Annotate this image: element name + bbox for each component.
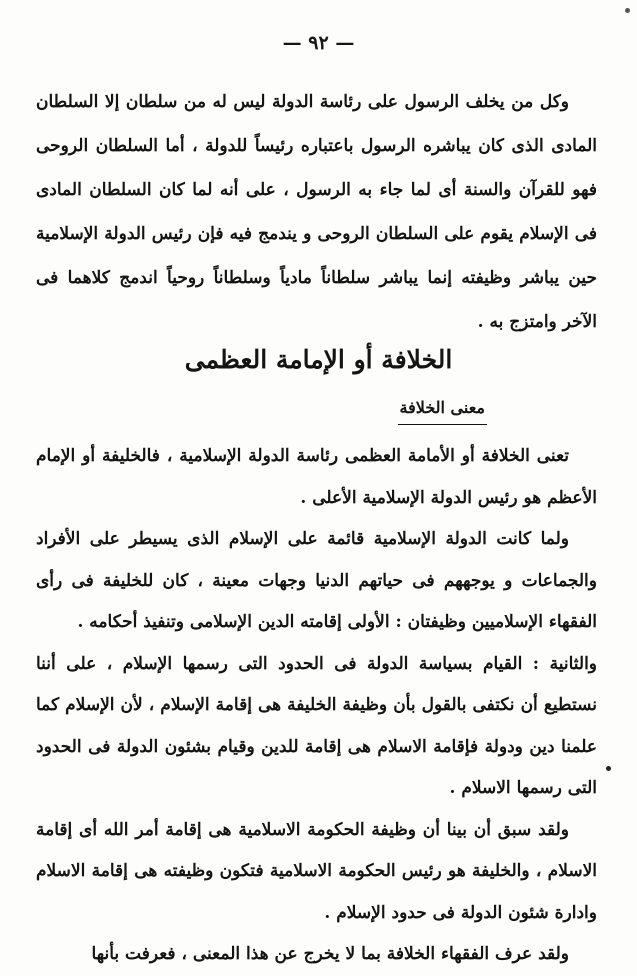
paragraph-definition: تعنى الخلافة أو الأمامة العظمى رئاسة الدولة الإسلامية ، فالخليفة أو الإمام الأعظم هو رئيس الدولة الإسلامية الأعلى . xyxy=(36,446,597,508)
khilafa-text-block xyxy=(36,436,597,976)
page-number: — ٩٢ — xyxy=(282,32,355,54)
margin-dot xyxy=(606,766,611,771)
intro-text-block xyxy=(36,80,597,344)
intro-paragraph: وكل من يخلف الرسول على رئاسة الدولة ليس له من سلطان إلا السلطان المادى الذى كان يباشره الرسول باعتباره رئيساً للدولة ، أما السلطان الروحى فهو للقرآن والسنة أى لما جاء به الرسول ، على أنه لما كان السلطان المادى فى الإسلام يقوم على السلطان الروحى و يندمج فيه فإن رئيس الدولة الإسلامية حين يباشر وظيفته إنما يباشر سلطاناً مادياً وسلطاناً روحياً اندمج كلاهما فى الآخر وامتزج به . xyxy=(36,92,597,332)
subsection-heading: معنى الخلافة xyxy=(398,394,487,425)
corner-speck xyxy=(625,8,630,13)
paragraph-jurists-definition: ولقد عرف الفقهاء الخلافة بما لا يخرج عن هذا المعنى ، فعرفت بأنها xyxy=(91,944,569,964)
section-heading: الخلافة أو الإمامة العظمى xyxy=(184,345,453,374)
paragraph-second-function: والثانية : القيام بسياسة الدولة فى الحدود التى رسمها الإسلام ، على أننا نستطيع أن نكتفى بالقول بأن وظيفة الخليفة هى إقامة الإسلام ، لأن الإسلام كما علمنا دين ودولة فإقامة الاسلام هى إقامة للدين وقيام بشئون الدولة فى الحدود التى رسمها الاسلام . xyxy=(36,653,597,798)
paragraph-two-functions: ولما كانت الدولة الإسلامية قائمة على الإسلام الذى يسيطر على الأفراد والجماعات و يوجههم فى حياتهم الدنيا وجهات معينة ، كان للخليفة فى رأى الفقهاء الإسلاميين وظيفتان : الأولى إقامته الدين الإسلامى وتنفيذ أحكامه . xyxy=(36,529,597,632)
paragraph-government-role: ولقد سبق أن بينا أن وظيفة الحكومة الاسلامية هى إقامة أمر الله أى إقامة الاسلام ، والخليفة هو رئيس الحكومة الاسلامية فتكون وظيفته هى إقامة الاسلام وادارة شئون الدولة فى حدود الإسلام . xyxy=(36,819,597,923)
